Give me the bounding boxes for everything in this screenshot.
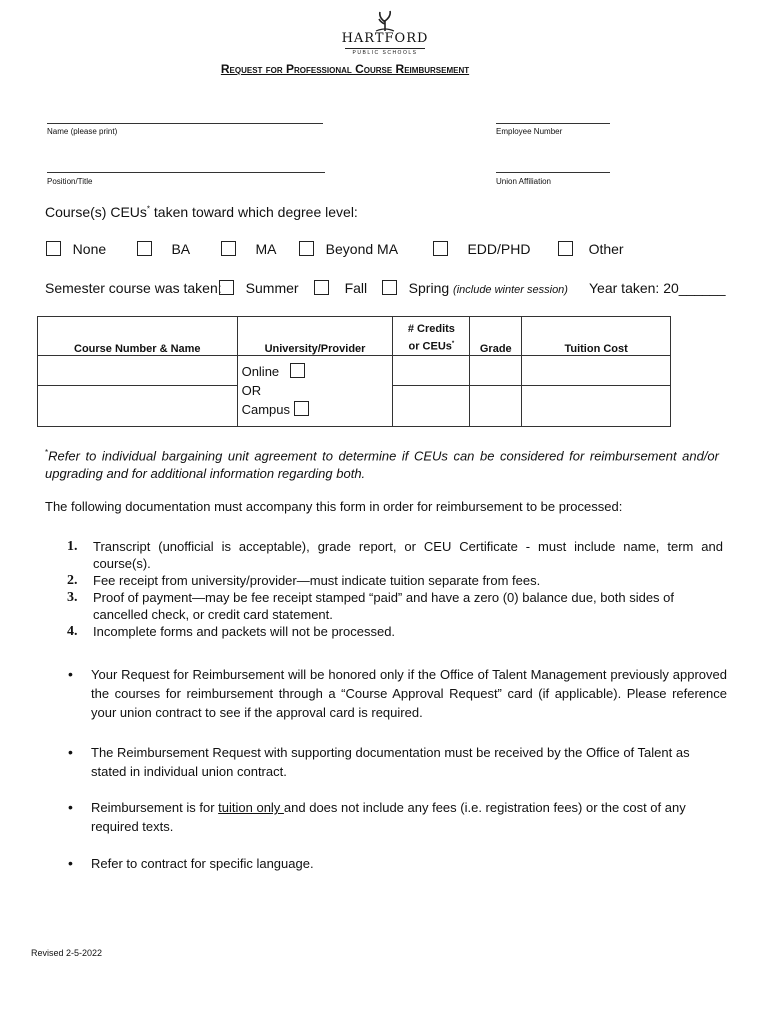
table-row [38, 356, 671, 386]
degree-option-beyond-ma[interactable] [299, 241, 398, 257]
degree-option-label: MA [255, 241, 277, 257]
degree-option-edd-phd[interactable] [433, 241, 530, 257]
name-line[interactable] [47, 123, 323, 124]
degree-option-label: Other [588, 241, 624, 257]
online-label: Online [241, 364, 280, 379]
degree-prompt-part2: taken toward which degree level: [150, 204, 358, 220]
logo-subtitle: PUBLIC SCHOOLS [352, 50, 418, 56]
degree-option-ma[interactable] [221, 241, 276, 257]
list-item [45, 538, 723, 572]
list-text: Incomplete forms and packets will not be processed. [93, 624, 396, 639]
position-label: Position/Title [47, 177, 93, 186]
header-course: Course Number & Name [38, 317, 238, 356]
degree-asterisk: * [146, 204, 151, 214]
bullet-icon: • [68, 855, 73, 871]
list-item [45, 798, 727, 836]
bullet-text: Reimbursement is for [91, 800, 219, 815]
bullet-text: Your Request for Reimbursement will be honored only if the Office of Talent Management previously approved the courses for reimbursement through a “Course Approval Request” card (if applicable). Please reference your union contract to see if the approval card is required. [91, 667, 727, 720]
list-number: 2. [67, 573, 78, 588]
checkbox[interactable] [314, 280, 329, 295]
bullet-text: Refer to contract for specific language. [91, 856, 314, 871]
checkbox[interactable] [433, 241, 448, 256]
campus-checkbox[interactable] [294, 401, 309, 416]
checkbox[interactable] [221, 241, 236, 256]
header-credits: # Credits or CEUs* [393, 317, 470, 356]
degree-option-none[interactable] [46, 241, 106, 257]
or-label: OR [241, 383, 262, 398]
grade-cell[interactable] [470, 386, 522, 427]
page-title: Request for Professional Course Reimbursement [220, 62, 470, 76]
year-taken[interactable]: Year taken: 20______ [589, 280, 726, 296]
degree-option-label: Beyond MA [325, 241, 399, 257]
employee-number-line[interactable] [496, 123, 610, 124]
header-grade: Grade [470, 317, 522, 356]
hartford-logo [340, 10, 430, 56]
degree-options [0, 241, 770, 261]
campus-label: Campus [241, 402, 290, 417]
union-line[interactable] [496, 172, 610, 173]
tree-logo-icon [370, 10, 400, 32]
course-cell[interactable] [38, 386, 238, 427]
credits-cell[interactable] [393, 386, 470, 427]
semester-row [0, 280, 770, 300]
credits-cell[interactable] [393, 356, 470, 386]
list-item [45, 854, 727, 873]
tuition-cell[interactable] [522, 386, 671, 427]
semester-prompt: Semester course was taken: [45, 280, 222, 296]
name-label: Name (please print) [47, 127, 118, 136]
list-number: 1. [67, 539, 78, 554]
degree-option-ba[interactable] [137, 241, 190, 257]
provider-cell [237, 356, 393, 427]
list-text: Transcript (unofficial is acceptable), grade report, or CEU Certificate - must include name, term and course(s). [93, 539, 723, 571]
semester-option-fall[interactable] [314, 280, 367, 296]
list-item [45, 665, 727, 722]
header-tuition: Tuition Cost [522, 317, 671, 356]
degree-option-label: EDD/PHD [467, 241, 531, 257]
header-credits-line2: or CEUs [408, 341, 452, 353]
bullet-text: and does not include any fees (i.e. registration fees) or the cost of any required texts. [91, 800, 686, 834]
bullet-icon: • [68, 744, 73, 760]
semester-option-label: Summer [245, 280, 299, 296]
bullet-icon: • [68, 666, 73, 682]
campus-option[interactable] [242, 400, 393, 419]
table-header-row [38, 317, 671, 356]
list-text: Proof of payment—may be fee receipt stamped “paid” and have a zero (0) balance due, both sides of cancelled check, or credit card statement. [93, 590, 675, 622]
grade-cell[interactable] [470, 356, 522, 386]
header-credits-line1: # Credits [407, 323, 455, 336]
checkbox[interactable] [219, 280, 234, 295]
logo-name: HARTFORD [341, 31, 429, 46]
list-item [45, 572, 723, 589]
footnote: *Refer to individual bargaining unit agreement to determine if CEUs can be considered for reimbursement and/or upgrading and for additional information regarding both. [45, 448, 719, 482]
tuition-cell[interactable] [522, 356, 671, 386]
checkbox[interactable] [46, 241, 61, 256]
degree-prompt-part1: Course(s) CEUs [45, 204, 147, 220]
union-label: Union Affiliation [496, 177, 551, 186]
list-item [45, 589, 723, 623]
semester-option-label: Spring [408, 280, 450, 296]
bullet-icon: • [68, 799, 73, 815]
degree-option-other[interactable] [558, 241, 624, 257]
list-number: 4. [67, 624, 78, 639]
docs-intro: The following documentation must accompany this form in order for reimbursement to be processed: [45, 499, 623, 514]
bullet-text: The Reimbursement Request with supporting documentation must be received by the Office of Talent as stated in individual union contract. [91, 745, 690, 779]
revised-date: Revised 2-5-2022 [31, 948, 103, 958]
online-checkbox[interactable] [290, 363, 305, 378]
list-text: Fee receipt from university/provider—must indicate tuition separate from fees. [93, 573, 541, 588]
logo-rule [345, 48, 425, 49]
header-provider: University/Provider [237, 317, 393, 356]
spring-note: (include winter session) [453, 284, 568, 296]
checkbox[interactable] [382, 280, 397, 295]
degree-option-label: BA [171, 241, 191, 257]
footnote-text: Refer to individual bargaining unit agreement to determine if CEUs can be considered for reimbursement and/or upgrading and for additional information regarding both. [45, 448, 719, 482]
position-line[interactable] [47, 172, 325, 173]
semester-option-spring[interactable] [382, 280, 568, 296]
checkbox[interactable] [137, 241, 152, 256]
bullet-underline: tuition only [218, 800, 284, 815]
list-item [45, 743, 727, 781]
course-table [37, 316, 671, 427]
semester-option-summer[interactable] [219, 280, 299, 296]
degree-prompt [45, 204, 358, 220]
degree-option-label: None [72, 241, 107, 257]
checkbox[interactable] [299, 241, 314, 256]
docs-list [45, 538, 723, 640]
list-number: 3. [67, 590, 78, 605]
employee-number-label: Employee Number [496, 127, 563, 136]
checkbox[interactable] [558, 241, 573, 256]
list-item [45, 623, 723, 640]
course-cell[interactable] [38, 356, 238, 386]
semester-option-label: Fall [344, 280, 368, 296]
online-option[interactable] [242, 362, 393, 381]
